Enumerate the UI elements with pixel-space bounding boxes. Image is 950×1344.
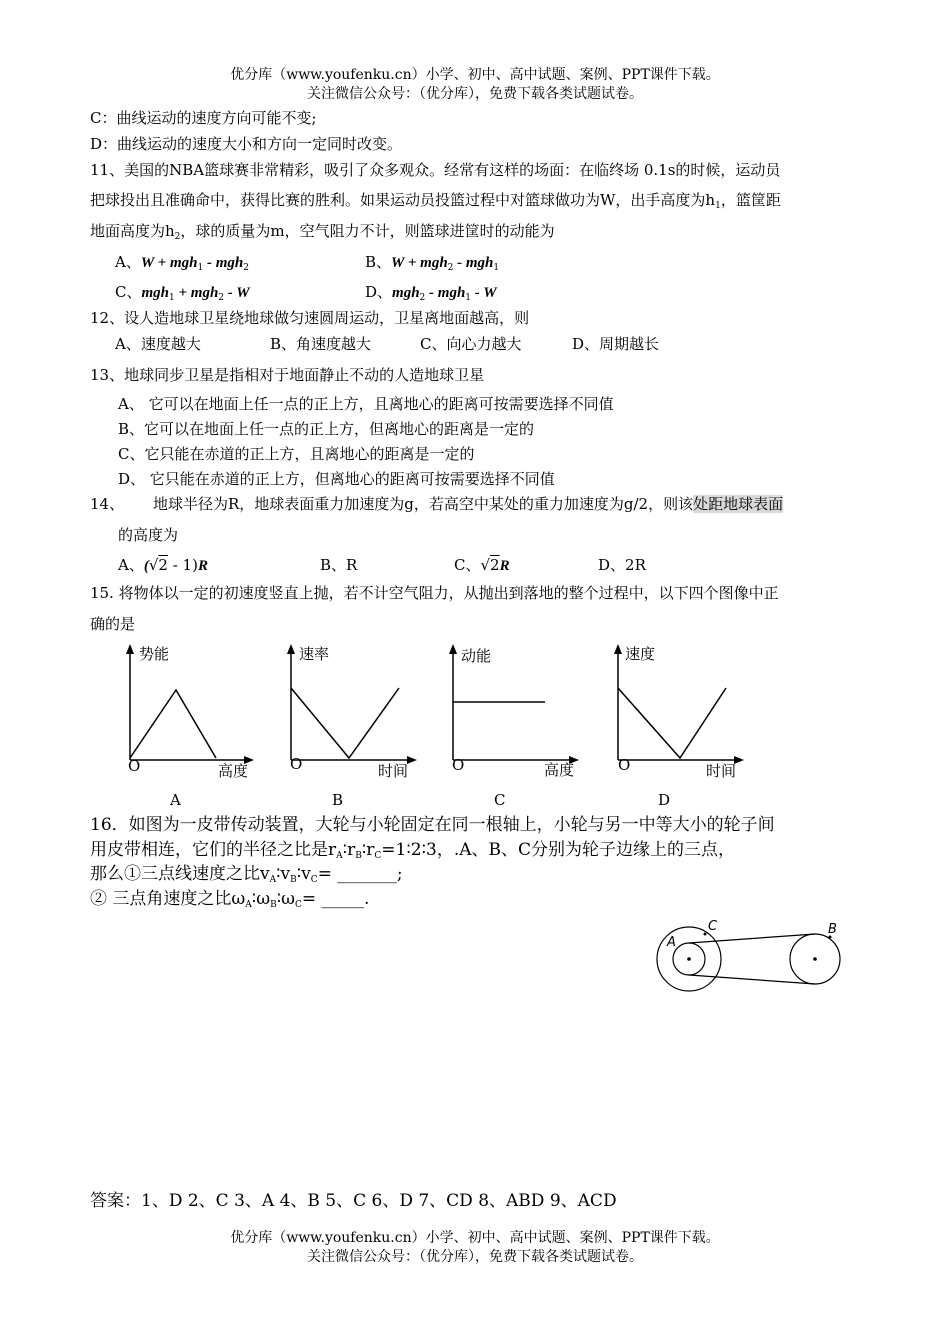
graph-a-curve (130, 690, 216, 758)
graph-b-origin: O (290, 755, 303, 773)
q14-number: 14、 (90, 495, 125, 513)
graph-c-y-arrow (449, 644, 457, 654)
point-a-label: A (667, 935, 676, 950)
graph-b-y-arrow (287, 644, 295, 654)
graph-a-origin: O (128, 757, 141, 775)
header-line-2: 关注微信公众号：（优分库），免费下载各类试题试卷。 (307, 86, 643, 102)
point-b-label: B (828, 922, 837, 937)
graph-b-label: B (332, 791, 344, 809)
graph-b-xlabel: 时间 (378, 762, 409, 780)
graph-a-ylabel: 势能 (139, 645, 170, 663)
q13-option-c: C、它只能在赤道的正上方，且离地心的距离是一定的 (118, 445, 475, 463)
graph-a-xlabel: 高度 (218, 762, 249, 780)
graph-b-ylabel: 速率 (299, 645, 330, 663)
q14-option-a: A、(√2 - 1)R (118, 556, 208, 574)
q14-option-c: C、√2R (454, 556, 510, 574)
graph-d-ylabel: 速度 (625, 645, 656, 663)
graph-c-label: C (494, 791, 506, 809)
q11-stem-line-3: 地面高度为$h_2$，球的质量为m，空气阻力不计，则篮球进筐时的动能为 (90, 222, 555, 242)
q14-stem-line-2: 的高度为 (118, 526, 179, 544)
graph-d-y-arrow (614, 644, 622, 654)
q16-stem-line-2: 用皮带相连，它们的半径之比是$r_A∶r_B∶r_C=1∶2∶3$，.A、B、C分别为轮子边缘上的三点， (90, 840, 736, 861)
q13-option-a: A、 它可以在地面上任一点的正上方，且离地心的距离可按需要选择不同值 (118, 395, 614, 413)
graph-a-label: A (170, 791, 181, 809)
q11-stem-line-2: 把球投出且准确命中，获得比赛的胜利。如果运动员投篮过程中对篮球做功为W，出手高度为$h_1$，篮筐距 (90, 191, 781, 211)
q11-option-d: D、mgh$_2$ - mgh$_1$ - W (365, 283, 497, 303)
header-line-1: 优分库（www.youfenku.cn）小学、初中、高中试题、案例、PPT课件下载。 (230, 67, 720, 83)
q14-option-b: B、R (320, 556, 358, 574)
q13-stem: 13、地球同步卫星是指相对于地面静止不动的人造地球卫星 (90, 366, 485, 384)
graph-d-label: D (658, 791, 671, 809)
q16-stem-line-1: 16．如图为一皮带传动装置，大轮与小轮固定在同一根轴上，小轮与另一中等大小的轮子间 (90, 815, 775, 835)
q12-stem: 12、设人造地球卫星绕地球做匀速圆周运动，卫星离地面越高，则 (90, 309, 530, 327)
footer-line-2: 关注微信公众号：（优分库），免费下载各类试题试卷。 (307, 1249, 643, 1265)
graph-c-origin: O (452, 756, 465, 774)
graph-d-xlabel: 时间 (706, 762, 737, 780)
point-c-dot (704, 933, 707, 936)
axle-left (687, 957, 691, 961)
q11-option-c: C、mgh$_1$ + mgh$_2$ - W (115, 283, 250, 303)
graph-a-y-arrow (126, 644, 134, 654)
q12-option-c: C、向心力越大 (420, 335, 522, 353)
q13-option-d: D、 它只能在赤道的正上方，但离地心的距离可按需要选择不同值 (118, 470, 555, 488)
q11-option-a: A、W + mgh$_1$ - mgh$_2$ (115, 253, 249, 273)
q12-option-a: A、速度越大 (115, 335, 201, 353)
graph-d-origin: O (618, 756, 631, 774)
q16-stem-line-3: 那么①三点线速度之比$v_A∶v_B∶v_C=$ _______; (90, 864, 403, 885)
footer-line-1: 优分库（www.youfenku.cn）小学、初中、高中试题、案例、PPT课件下载。 (230, 1230, 720, 1246)
q14-stem: 地球半径为R，地球表面重力加速度为g，若高空中某处的重力加速度为g/2，则该处距地球表面 (153, 495, 784, 513)
point-c-label: C (708, 919, 718, 934)
answer-key: 答案：1、D 2、C 3、A 4、B 5、C 6、D 7、CD 8、ABD 9、ACD (90, 1191, 617, 1211)
q14-option-d: D、2R (598, 556, 646, 574)
q11-option-b: B、W + mgh$_2$ - mgh$_1$ (365, 253, 500, 273)
graph-d-curve (618, 688, 726, 758)
belt-top (689, 934, 815, 943)
graph-c-ylabel: 动能 (461, 647, 492, 665)
graph-c-xlabel: 高度 (544, 761, 575, 779)
q11-stem-line-1: 11、美国的NBA篮球赛非常精彩，吸引了众多观众。经常有这样的场面：在临终场 0.1s的时候，运动员 (90, 161, 781, 179)
graph-b-curve (291, 688, 399, 758)
graph-b-x-arrow (407, 756, 417, 764)
belt-bottom (689, 975, 815, 984)
q16-stem-line-4: ② 三点角速度之比$\omega_A∶\omega_B∶\omega_C=$ _____. (90, 889, 370, 910)
q12-option-b: B、角速度越大 (270, 335, 372, 353)
q12-option-d: D、周期越长 (572, 335, 660, 353)
q10-option-d: D：曲线运动的速度大小和方向一定同时改变。 (90, 135, 403, 153)
axle-right (813, 957, 817, 961)
q15-stem-line-1: 15. 将物体以一定的初速度竖直上抛，若不计空气阻力，从抛出到落地的整个过程中，以下四个图像中正 (90, 584, 779, 602)
q15-stem-line-2: 确的是 (90, 615, 136, 633)
q13-option-b: B、它可以在地面上任一点的正上方，但离地心的距离是一定的 (118, 420, 535, 438)
q10-option-c: C：曲线运动的速度方向可能不变; (90, 109, 317, 127)
belt-drive-figure (650, 915, 860, 995)
